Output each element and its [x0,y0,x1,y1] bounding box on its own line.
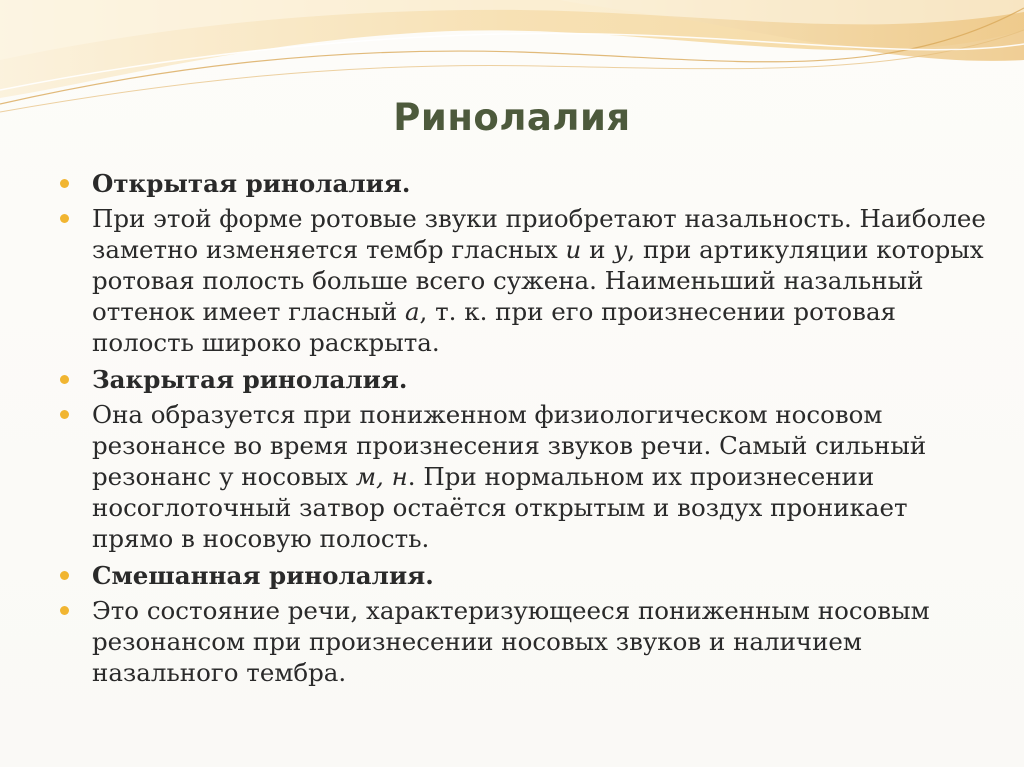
bullet-text [92,204,986,357]
text-run: и [581,235,614,264]
section-paragraph [58,203,988,358]
italic-letter: м, н [355,462,408,491]
section-heading [58,168,988,199]
text-run: Она образуется при пониженном физиологическом носовом резонансе во время произнесения звуков речи. Самый сильный резонанс у носовых [92,400,927,491]
bullet-list [58,168,988,694]
bullet-dot-icon [60,606,69,615]
bullet-dot-icon [60,375,69,384]
bullet-text [92,365,407,394]
bullet-text [92,169,410,198]
bullet-dot-icon [60,571,69,580]
italic-letter: и [565,235,582,264]
bullet-dot-icon [60,179,69,188]
text-run: При этой форме ротовые звуки приобретают назальность. Наиболее заметно изменяется тембр гласных [92,204,986,264]
bullet-dot-icon [60,214,69,223]
section-paragraph [58,399,988,554]
bullet-dot-icon [60,410,69,419]
text-run: Это состояние речи, характеризующееся пониженным носовым резонансом при произнесении носовых звуков и наличием назального тембра. [92,596,930,687]
italic-letter: у [613,235,628,264]
slide-title: Ринолалия [393,96,631,139]
section-heading [58,364,988,395]
text-run: Открытая ринолалия. [92,169,411,198]
text-run: . При нормальном их произнесении носоглоточный затвор остаётся открытым и воздух проникает прямо в носовую полость. [92,462,908,553]
italic-letter: а [404,297,420,326]
section-heading [58,560,988,591]
text-run: Смешанная ринолалия. [92,561,434,590]
bullet-text [92,400,926,553]
section-paragraph [58,595,988,688]
bullet-text [92,561,434,590]
text-run: , т. к. при его произнесении ротовая полость широко раскрыта. [92,297,897,357]
text-run: Закрытая ринолалия. [92,365,408,394]
text-run: , при артикуляции которых ротовая полость больше всего сужена. Наименьший назальный оттенок имеет гласный [92,235,984,326]
bullet-text [92,596,930,687]
